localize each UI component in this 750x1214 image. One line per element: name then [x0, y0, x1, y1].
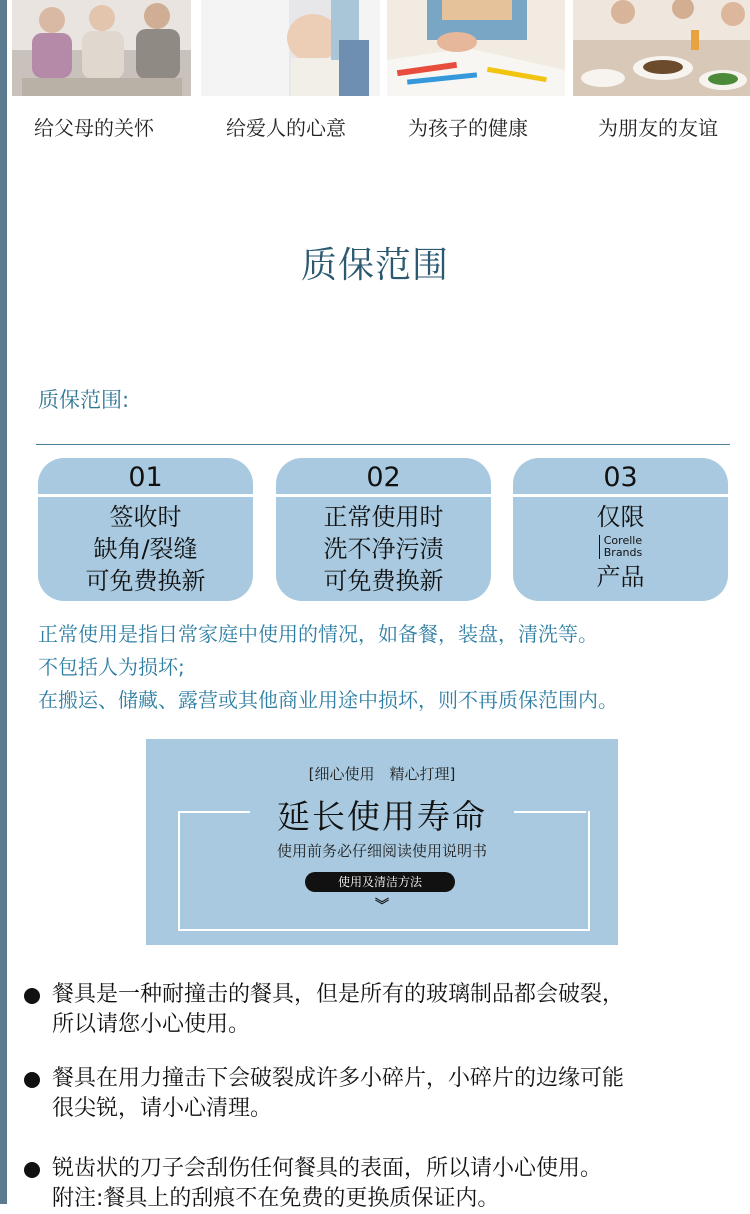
caption-parents: 给父母的关怀: [34, 116, 154, 140]
bullet-line: 餐具在用力撞击下会破裂成许多小碎片，小碎片的边缘可能: [52, 1066, 625, 1091]
care-bullet: [24, 1064, 746, 1124]
card-line: 可免费换新: [85, 567, 206, 595]
card-line: 正常使用时: [323, 503, 444, 531]
section-title: 质保范围: [300, 245, 449, 286]
warranty-note: 不包括人为损坏;: [38, 655, 185, 679]
logo-line: Brands: [603, 546, 643, 559]
card-number: 02: [366, 462, 401, 493]
bullet-line: 餐具是一种耐撞击的餐具，但是所有的玻璃制品都会破裂，: [52, 982, 625, 1007]
parents-photo: [12, 0, 191, 96]
bullet-text: [24, 1064, 746, 1124]
bullet-dot-icon: [24, 988, 40, 1004]
card-divider: [513, 494, 728, 497]
friends-dinner-photo: [573, 0, 750, 96]
care-banner: [146, 739, 618, 945]
care-bullet: [24, 980, 746, 1040]
card-number: 01: [128, 462, 163, 493]
logo-line: Corelle: [603, 534, 643, 547]
banner-tag: [细心使用 精心打理]: [308, 765, 456, 783]
corelle-brands-logo: [513, 533, 728, 561]
photo-row: [12, 0, 750, 100]
card-number: 03: [603, 462, 638, 493]
scope-label: 质保范围:: [38, 388, 130, 412]
bullet-line: 锐齿状的刀子会刮伤任何餐具的表面，所以请小心使用。: [52, 1156, 603, 1181]
warranty-note: 正常使用是指日常家庭中使用的情况，如备餐，装盘，清洗等。: [38, 622, 598, 646]
banner-title: 延长使用寿命: [277, 797, 487, 836]
caption-friends: 为朋友的友谊: [598, 116, 718, 140]
card-text: [38, 501, 253, 597]
logo-text: [604, 535, 643, 559]
bullet-line: 很尖锐，请小心清理。: [52, 1096, 273, 1121]
care-bullet: [24, 1154, 746, 1214]
warranty-card-01: [38, 458, 253, 601]
bullet-text: [24, 980, 746, 1040]
card-line: 产品: [596, 563, 645, 591]
bullet-line: 附注:餐具上的刮痕不在免费的更换质保证内。: [52, 1186, 500, 1211]
child-drawing-photo: [387, 0, 565, 96]
card-line: 缺角/裂缝: [93, 535, 198, 563]
warranty-card-02: [276, 458, 491, 601]
caption-lover: 给爱人的心意: [226, 116, 346, 140]
scope-divider: [36, 444, 730, 445]
logo-bar: [599, 535, 600, 559]
card-divider: [38, 494, 253, 497]
bullet-dot-icon: [24, 1162, 40, 1178]
warranty-note: 在搬运、储藏、露营或其他商业用途中损坏，则不再质保范围内。: [38, 688, 618, 712]
banner-subtitle: 使用前务必仔细阅读使用说明书: [276, 842, 487, 860]
double-chevron-down-icon: ︾: [375, 898, 389, 914]
bullet-line: 所以请您小心使用。: [52, 1012, 251, 1037]
usage-cleaning-button[interactable]: 使用及清洁方法: [305, 872, 455, 892]
card-line: 仅限: [596, 503, 645, 531]
card-divider: [276, 494, 491, 497]
card-text: [276, 501, 491, 597]
left-border-strip: [0, 0, 7, 1204]
card-line: 签收时: [109, 503, 182, 531]
photo-captions: [0, 112, 750, 142]
bullet-text: [24, 1154, 746, 1214]
warranty-card-03: [513, 458, 728, 601]
card-line: 洗不净污渍: [323, 535, 444, 563]
pregnant-couple-photo: [201, 0, 380, 96]
caption-children: 为孩子的健康: [408, 116, 528, 140]
card-text: [513, 501, 728, 593]
card-line: 可免费换新: [323, 567, 444, 595]
bullet-dot-icon: [24, 1072, 40, 1088]
